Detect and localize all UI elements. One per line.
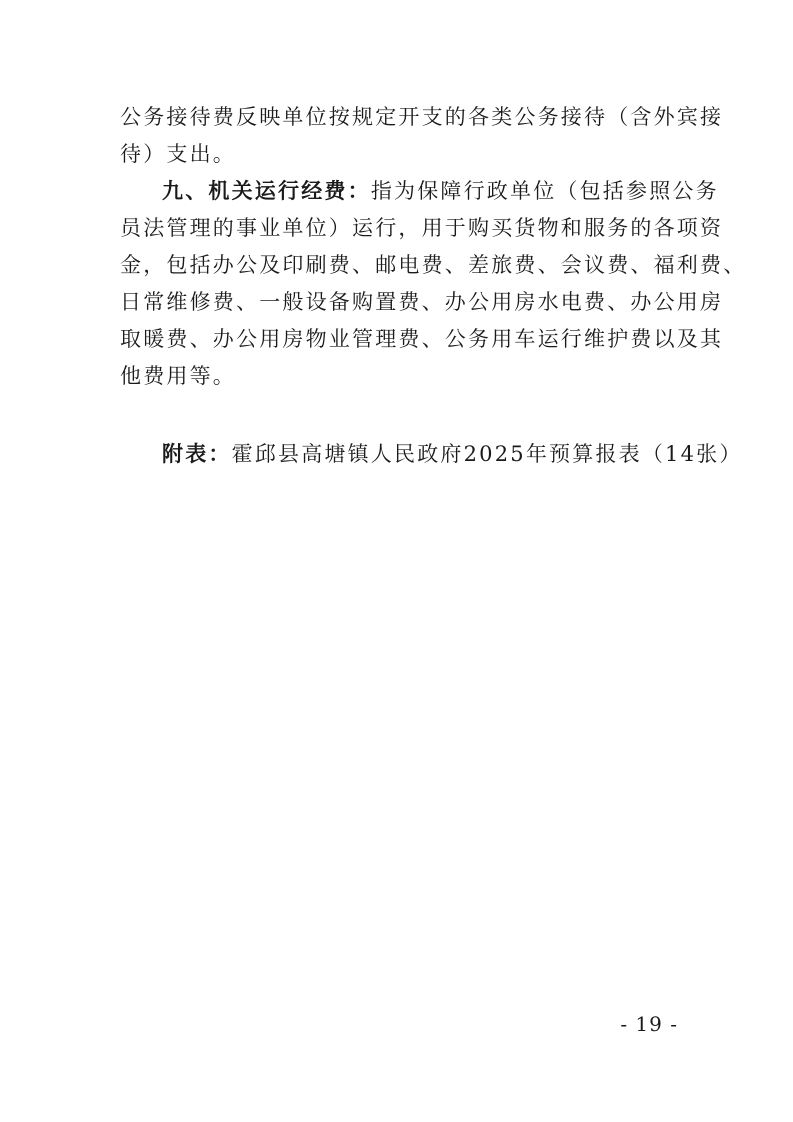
text-line: 员法管理的事业单位）运行，用于购买货物和服务的各项资 bbox=[120, 216, 724, 240]
paragraph-public-reception bbox=[120, 99, 724, 173]
paragraph-operating-expenses bbox=[120, 173, 747, 395]
text-segment: 指为保障行政单位（包括参照公务 bbox=[370, 179, 719, 203]
attachment-text: 霍邱县高塘镇人民政府2025年预算报表（14张） bbox=[231, 442, 743, 466]
attachment-heading: 附表： bbox=[162, 442, 232, 466]
text-line: 公务接待费反映单位按规定开支的各类公务接待（含外宾接 bbox=[120, 105, 724, 129]
paragraph-attachment bbox=[120, 436, 743, 473]
page-number: - 19 - bbox=[620, 1012, 678, 1036]
text-line bbox=[120, 436, 743, 473]
text-line: 取暖费、办公用房物业管理费、公务用车运行维护费以及其 bbox=[120, 327, 724, 351]
text-line: 他费用等。 bbox=[120, 364, 236, 388]
section-heading: 九、机关运行经费： bbox=[162, 179, 371, 203]
text-line bbox=[120, 173, 719, 210]
text-line: 金，包括办公及印刷费、邮电费、差旅费、会议费、福利费、 bbox=[120, 253, 747, 277]
text-line: 待）支出。 bbox=[120, 142, 236, 166]
text-line: 日常维修费、一般设备购置费、办公用房水电费、办公用房 bbox=[120, 290, 724, 314]
